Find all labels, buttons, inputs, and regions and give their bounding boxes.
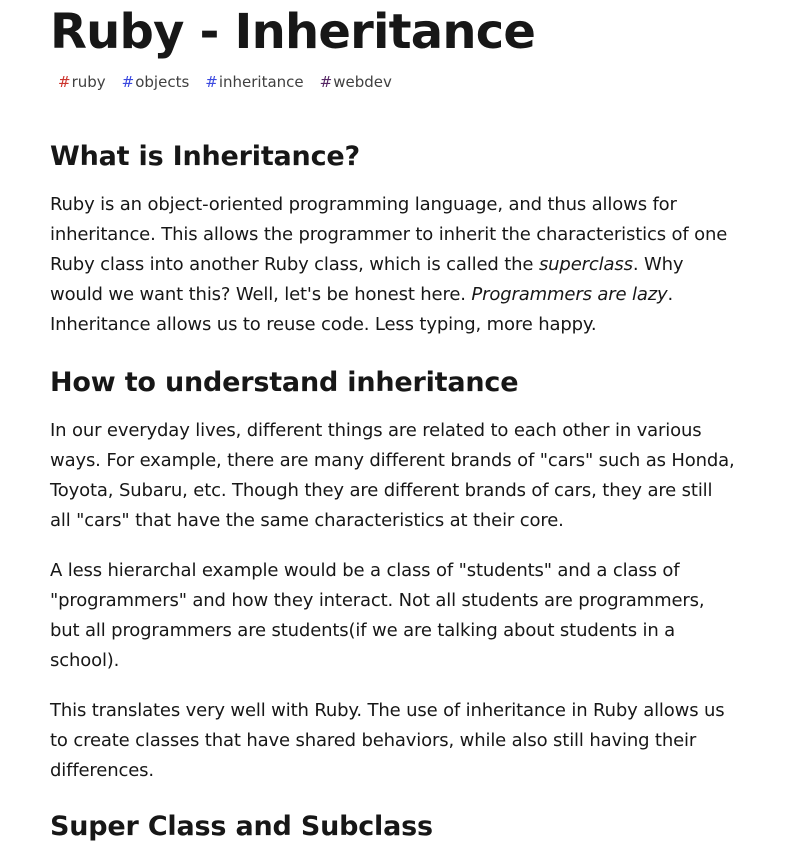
tag-hash-icon: # bbox=[205, 73, 218, 91]
paragraph-everyday-lives: In our everyday lives, different things are related to each other in various ways. For example, there are many different brands of "cars" such as Honda, Toyota, Subaru, etc. Though they are different brands of cars, they are still all "cars" that have the same characteristics at their core. bbox=[50, 420, 735, 531]
paragraph-text: . Why would we want this? Well, let's be honest here. bbox=[50, 254, 684, 305]
tag-ruby[interactable] bbox=[58, 72, 106, 92]
tag-label: inheritance bbox=[218, 73, 304, 91]
paragraph-intro bbox=[50, 190, 738, 340]
paragraph-text: . Inheritance allows us to reuse code. Less typing, more happy. bbox=[50, 284, 674, 335]
tag-label: ruby bbox=[71, 73, 106, 91]
paragraph-hierarchal-example: A less hierarchal example would be a class of "students" and a class of "programmers" and how they interact. Not all students are programmers, but all programmers are students(if we are talking about students in a school). bbox=[50, 560, 705, 671]
tag-hash-icon: # bbox=[319, 73, 333, 91]
paragraph-text: Ruby is an object-oriented programming language, and thus allows for inheritance. This allows the programmer to inherit the characteristics of one Ruby class into another Ruby class, which is called the bbox=[50, 194, 728, 275]
emphasis-programmers-lazy: Programmers are lazy bbox=[471, 284, 668, 305]
page-title: Ruby - Inheritance bbox=[50, 4, 536, 60]
tag-hash-icon: # bbox=[58, 73, 71, 91]
tag-inheritance[interactable] bbox=[205, 72, 303, 92]
tag-label: webdev bbox=[333, 73, 392, 91]
section-heading-what-is-inheritance: What is Inheritance? bbox=[50, 141, 360, 172]
paragraph-translates-ruby: This translates very well with Ruby. The use of inheritance in Ruby allows us to create classes that have shared behaviors, while also still having their differences. bbox=[50, 700, 725, 781]
tag-hash-icon: # bbox=[121, 73, 135, 91]
section-heading-how-to-understand: How to understand inheritance bbox=[50, 367, 519, 398]
tag-objects[interactable] bbox=[122, 72, 190, 92]
emphasis-superclass: superclass bbox=[538, 254, 633, 275]
tag-webdev[interactable] bbox=[320, 72, 392, 92]
tag-label: objects bbox=[135, 73, 190, 91]
section-heading-super-class: Super Class and Subclass bbox=[50, 811, 433, 842]
tag-list bbox=[50, 72, 738, 92]
